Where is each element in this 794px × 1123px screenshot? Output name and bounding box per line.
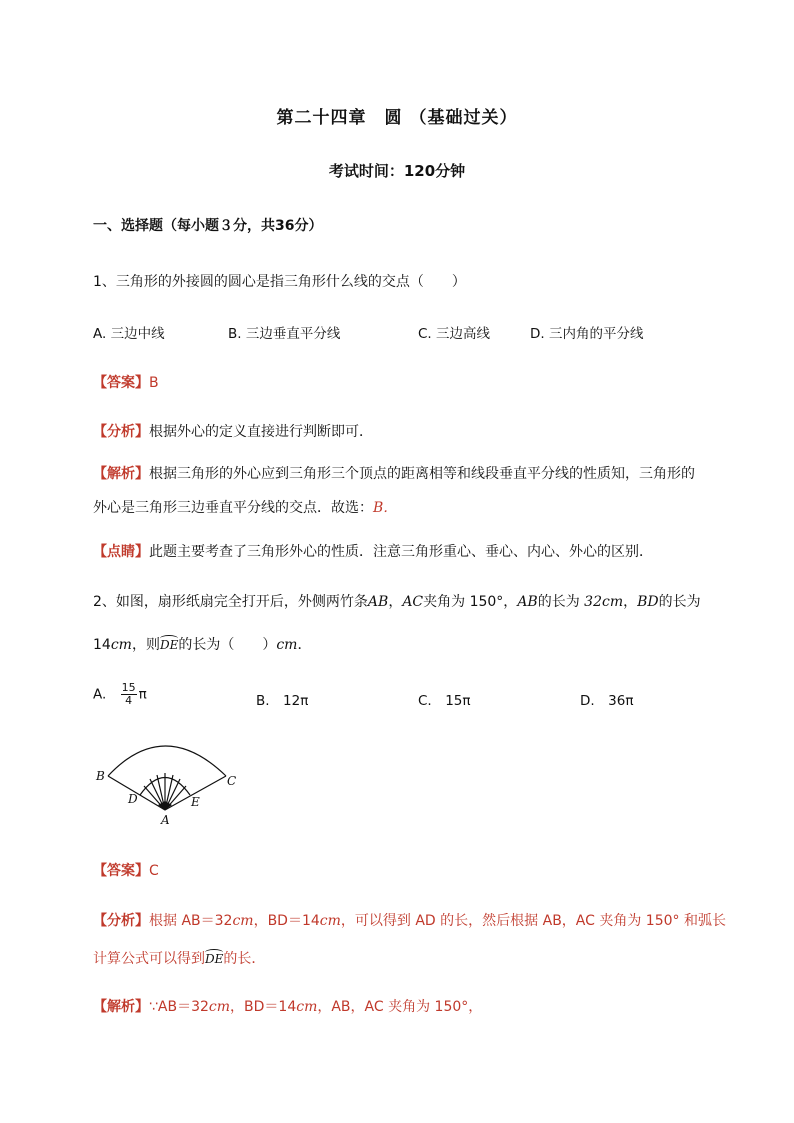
page-title: 第二十四章 圆 （基础过关） <box>276 108 518 128</box>
label-e: E <box>191 795 200 809</box>
label-d: D <box>128 792 138 806</box>
q2-option-b: B. 12π <box>256 693 309 709</box>
q1-option-d: D. 三内角的平分线 <box>530 326 644 342</box>
question-1-stem: 1、三角形的外接圆的圆心是指三角形什么线的交点（ ） <box>93 274 466 290</box>
q2-option-a <box>93 682 147 707</box>
answer-tag: 【答案】 <box>93 863 149 879</box>
q2-text: 14 <box>93 637 111 653</box>
q2-text: 的长为（ ） <box>178 637 277 653</box>
comment-tag: 【点睛】 <box>93 544 149 560</box>
answer-value: B <box>149 375 159 391</box>
solution-text: 根据三角形的外心应到三角形三个顶点的距离相等和线段垂直平分线的性质知，三角形的外心是三角形三边垂直平分线的交点．故选： <box>93 466 695 516</box>
fraction <box>121 682 137 707</box>
arc-de: DE <box>159 638 179 652</box>
q1-analysis <box>93 421 373 441</box>
exam-time: 考试时间：120分钟 <box>328 162 466 180</box>
solution-tag: 【解析】 <box>93 999 149 1015</box>
segment-ab: AB <box>367 594 389 610</box>
section-heading: 一、选择题（每小题３分，共36分） <box>93 218 323 234</box>
q2-option-c: C. 15π <box>418 693 471 709</box>
question-2-line-2 <box>93 634 311 654</box>
q2-text: 2、如图，扇形纸扇完全打开后，外侧两竹条 <box>93 594 368 610</box>
denominator: 4 <box>125 694 133 707</box>
q2-text: ，则 <box>131 637 160 653</box>
pi-symbol: π <box>138 686 147 703</box>
segment-ab: AB <box>517 594 538 610</box>
q1-option-c: C. 三边高线 <box>418 326 491 342</box>
q1-option-b: B. 三边垂直平分线 <box>228 326 341 342</box>
unit-cm: cm <box>110 637 132 653</box>
segment-ac: AC <box>402 594 424 610</box>
label-a: A <box>161 813 170 827</box>
q2-text: 的长为 <box>537 594 585 610</box>
answer-value: C <box>149 863 159 879</box>
fan-figure <box>90 735 250 830</box>
analysis-text: ，BD＝14 <box>253 913 320 929</box>
q2-text: ． <box>297 637 312 653</box>
q1-comment <box>93 541 653 561</box>
label-c: C <box>227 774 237 788</box>
label-b: B <box>96 769 105 783</box>
q2-text: ， <box>623 594 638 610</box>
arc-de: DE <box>205 952 224 966</box>
length-32cm: 32cm <box>584 594 624 610</box>
fan-pivot <box>158 801 172 810</box>
q1-solution <box>93 457 705 525</box>
unit-cm: cm <box>276 637 298 653</box>
unit-cm: cm <box>232 913 254 929</box>
analysis-text: 计算公式可以得到 <box>93 951 205 967</box>
option-label: A. <box>93 686 107 703</box>
analysis-text: 根据 AB＝32 <box>149 913 233 929</box>
q2-answer <box>93 860 159 880</box>
question-2-line-1 <box>93 591 701 611</box>
q2-solution <box>93 996 482 1016</box>
analysis-text: ，可以得到 AD 的长，然后根据 AB，AC 夹角为 150° 和弧长 <box>340 913 726 929</box>
solution-answer: B． <box>373 500 398 516</box>
solution-text: ∵AB＝32 <box>149 999 209 1015</box>
analysis-text: 根据外心的定义直接进行判断即可． <box>149 424 373 440</box>
q2-option-d: D. 36π <box>580 693 634 709</box>
unit-cm: cm <box>296 999 318 1015</box>
analysis-text: 的长． <box>223 951 266 967</box>
q2-analysis-line-1 <box>93 910 726 930</box>
analysis-tag: 【分析】 <box>93 913 149 929</box>
q2-text: ， <box>388 594 403 610</box>
solution-tag: 【解析】 <box>93 466 149 482</box>
numerator: 15 <box>121 681 136 694</box>
analysis-tag: 【分析】 <box>93 424 149 440</box>
unit-cm: cm <box>208 999 231 1015</box>
solution-text: ，BD＝14 <box>230 999 297 1015</box>
q1-answer <box>93 372 159 392</box>
segment-bd: BD <box>637 594 659 610</box>
outer-arc <box>108 746 226 776</box>
q2-text: 的长为 <box>658 594 701 610</box>
q2-text: 夹角为 150°， <box>423 594 518 610</box>
answer-tag: 【答案】 <box>93 375 149 391</box>
unit-cm: cm <box>319 913 341 929</box>
q2-analysis-line-2 <box>93 948 265 968</box>
q1-option-a: A. 三边中线 <box>93 326 165 342</box>
solution-text: ，AB，AC 夹角为 150°， <box>317 999 483 1015</box>
comment-text: 此题主要考查了三角形外心的性质．注意三角形重心、垂心、内心、外心的区别． <box>149 544 653 560</box>
